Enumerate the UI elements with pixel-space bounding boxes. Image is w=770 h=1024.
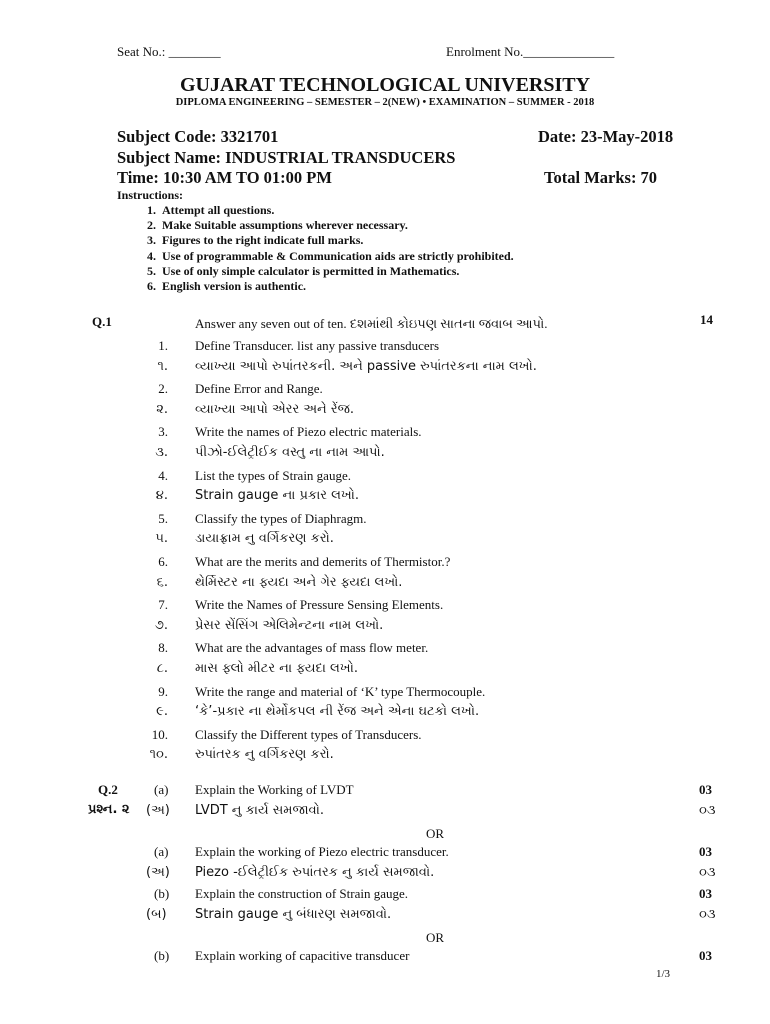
q1-item-text: Write the names of Piezo electric materials. xyxy=(195,424,422,440)
q1-item-text-gujarati: માસ ફ્લો મીટર ના ફ્યદા લખો. xyxy=(195,661,358,676)
q1-item-text-gujarati: Strain gauge ના પ્રકાર લખો. xyxy=(195,488,360,504)
q1-item-text: Classify the Different types of Transducers. xyxy=(195,726,422,742)
q1-item-number: 10. xyxy=(151,726,168,742)
q1-item-number: 7. xyxy=(158,597,168,613)
q1-item-number: 4. xyxy=(158,467,168,483)
or-separator: OR xyxy=(426,929,445,945)
instruction-number: 2. xyxy=(147,218,156,233)
q2-sub-label: (b) xyxy=(154,886,170,901)
instructions-heading: Instructions: xyxy=(117,188,184,202)
q1-item-number: 8. xyxy=(158,640,168,656)
or-separator: OR xyxy=(426,825,445,841)
q2-question-text: Explain the working of Piezo electric transducer. xyxy=(195,844,449,860)
q1-item-text: What are the advantages of mass flow meter. xyxy=(195,640,429,656)
q2-label: Q.2 xyxy=(98,782,118,797)
q2-marks: ૦૩ xyxy=(699,906,716,922)
q2-question-text-gujarati: Strain gauge નુ બંધારણ સમજાવો. xyxy=(195,906,392,922)
instruction-number: 1. xyxy=(147,203,156,217)
q1-item-number: ૬. xyxy=(156,574,168,590)
q2-marks: 03 xyxy=(699,886,712,901)
instruction-number: 3. xyxy=(147,233,156,248)
q1-item-text: What are the merits and demerits of Thermistor.? xyxy=(195,554,451,569)
instruction-item xyxy=(117,203,677,218)
instructions-list xyxy=(117,203,677,294)
q1-item-text: Write the range and material of ‘K’ type Thermocouple. xyxy=(195,683,486,699)
instruction-text: Figures to the right indicate full marks. xyxy=(162,233,364,248)
q1-item-text-gujarati: પીઝો-ઈલેટ્રીઈક વસ્તુ ના નામ આપો. xyxy=(195,445,385,460)
q1-item-number: 5. xyxy=(158,510,168,526)
q2-question-text-gujarati: LVDT નુ કાર્ય સમજાવો. xyxy=(195,802,325,818)
instruction-number: 6. xyxy=(147,278,156,293)
instruction-item xyxy=(117,218,677,233)
q2-question-text: Explain the Working of LVDT xyxy=(195,782,354,797)
q1-item-number: ૮. xyxy=(156,661,168,676)
q1-item-text-gujarati: થેર્મિસ્ટર ના ફ્યદા અને ગેર ફ્યદા લખો. xyxy=(195,574,403,590)
instruction-text: Make Suitable assumptions wherever necessary. xyxy=(162,218,408,233)
instruction-number: 5. xyxy=(147,263,156,278)
q1-intro: Answer any seven out of ten. દશમાંથી કોઇપણ સાતના જવાબ આપો. xyxy=(195,316,548,331)
q2-question-text: Explain the construction of Strain gauge. xyxy=(195,886,409,901)
total-marks: Total Marks: 70 xyxy=(544,168,658,187)
q1-item-text-gujarati: વ્યાખ્યા આપો એરર અને રેંજ. xyxy=(195,401,355,417)
seat-number-field: Seat No.: ________ xyxy=(117,44,221,59)
q1-item-text: Define Transducer. list any passive transducers xyxy=(195,338,440,353)
q2-sub-label: (a) xyxy=(154,844,169,860)
q1-item-number: 2. xyxy=(158,381,168,397)
instruction-number: 4. xyxy=(147,248,156,263)
exam-line: DIPLOMA ENGINEERING – SEMESTER – 2(NEW) • EXAMINATION – SUMMER - 2018 xyxy=(175,97,595,108)
q1-item-text: Define Error and Range. xyxy=(195,381,323,397)
q1-item-number: ૯. xyxy=(156,704,168,720)
subject-name: Subject Name: INDUSTRIAL TRANSDUCERS xyxy=(117,148,456,167)
q1-item-text-gujarati: વ્યાખ્યા આપો રુપાંતરકની. અને passive રુપાંતરકના નામ લખો. xyxy=(195,358,537,374)
q1-item-number: ૩. xyxy=(155,445,168,460)
q1-item-number: 9. xyxy=(158,683,168,699)
instruction-text: Use of programmable & Communication aids are strictly prohibited. xyxy=(162,248,514,263)
q1-item-number: 6. xyxy=(158,554,168,569)
q1-label: Q.1 xyxy=(92,314,112,329)
q1-item-text-gujarati: ‘કે’-પ્રકાર ના થેર્મોકપલ ની રેંજ અને એના ઘટકો લખો. xyxy=(195,704,480,720)
q2-marks: 03 xyxy=(699,844,712,860)
exam-date: Date: 23-May-2018 xyxy=(538,127,674,146)
q1-marks: 14 xyxy=(700,312,713,327)
instruction-item xyxy=(117,279,677,294)
q2-marks: ૦૩ xyxy=(699,865,716,881)
q2-sub-label: (બ) xyxy=(146,906,167,922)
q2-marks: 03 xyxy=(699,948,712,964)
q1-item-number: ૪. xyxy=(155,488,168,504)
q1-item-number: 3. xyxy=(158,424,168,440)
q1-item-number: ૧૦. xyxy=(149,747,168,763)
q2-sub-label: (b) xyxy=(154,948,170,964)
q2-question-text-gujarati: Piezo -ઈલેટ્રીઈક રુપાંતરક નુ કાર્ય સમજાવો. xyxy=(195,865,435,881)
page-number: 1/3 xyxy=(656,968,671,980)
q1-item-text: List the types of Strain gauge. xyxy=(195,467,351,483)
q1-item-number: ૫. xyxy=(155,531,168,547)
q1-item-number: ૨. xyxy=(156,401,168,417)
q2-sub-label: (અ) xyxy=(146,865,170,881)
instruction-text: Attempt all questions. xyxy=(162,203,275,217)
exam-time: Time: 10:30 AM TO 01:00 PM xyxy=(117,168,332,187)
instruction-text: Use of only simple calculator is permitted in Mathematics. xyxy=(162,263,460,278)
q2-marks: 03 xyxy=(699,782,712,797)
q1-item-text-gujarati: રુપાંતરક નુ વર્ગિકરણ કરો. xyxy=(195,747,334,763)
enrolment-number-field: Enrolment No.______________ xyxy=(446,44,615,59)
q2-label-gujarati: પ્રશ્ન. ૨ xyxy=(88,802,130,817)
university-title: GUJARAT TECHNOLOGICAL UNIVERSITY xyxy=(179,74,591,96)
instruction-text: English version is authentic. xyxy=(162,278,307,293)
q1-item-text-gujarati: ડાયાફ્રામ નુ વર્ગિકરણ કરો. xyxy=(195,531,334,547)
q1-item-number: ૭. xyxy=(154,617,168,633)
q1-item-text: Classify the types of Diaphragm. xyxy=(195,510,367,526)
q1-item-number: 1. xyxy=(158,338,168,353)
instruction-item xyxy=(117,233,677,248)
q2-question-text: Explain working of capacitive transducer xyxy=(195,948,410,964)
q2-marks: ૦૩ xyxy=(699,802,716,818)
instruction-item xyxy=(117,264,677,279)
q1-item-number: ૧. xyxy=(157,358,168,374)
subject-code: Subject Code: 3321701 xyxy=(117,127,279,146)
q2-sub-label: (અ) xyxy=(146,802,170,818)
q2-sub-label: (a) xyxy=(154,782,169,797)
q1-item-text: Write the Names of Pressure Sensing Elements. xyxy=(195,597,444,613)
instruction-item xyxy=(117,249,677,264)
q1-item-text-gujarati: પ્રેસર સેંસિંગ એલિમેન્ટના નામ લખો. xyxy=(195,617,384,633)
